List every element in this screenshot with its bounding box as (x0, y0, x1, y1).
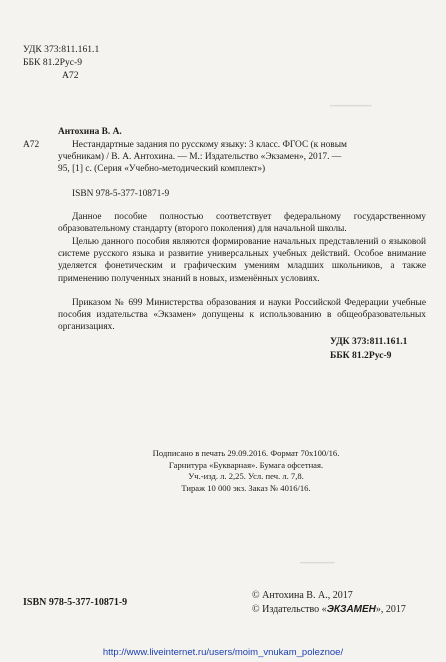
imprint-line: Уч.-изд. л. 2,25. Усл. печ. л. 7,8. (188, 471, 304, 482)
footer-isbn: ISBN 978-5-377-10871-9 (23, 597, 128, 608)
header-code: А72 (62, 70, 79, 81)
bib-code: А72 (23, 140, 40, 150)
watermark-url: http://www.liveinternet.ru/users/moim_vnukam_poleznoe/ (102, 647, 344, 658)
footer-bbk: ББК 81.2Рус-9 (330, 350, 392, 361)
bib-line: учебникам) / В. А. Антохина. — М.: Издательство «Экзамен», 2017. — (58, 152, 342, 162)
imprint-line: Гарнитура «Букварная». Бумага офсетная. (168, 459, 324, 470)
annotation-paragraph: Данное пособие полностью соответствует федеральному государственному образовательному стандарту (второго поколения) для начальной школы. (58, 212, 426, 235)
show-through-mark: ▁▁▁▁▁▁ (330, 96, 372, 106)
show-through-mark: ▁▁▁▁▁ (300, 553, 335, 563)
copyright-suffix: », 2017 (375, 604, 406, 615)
copyright-prefix: © Издательство « (252, 604, 327, 615)
copyright-publisher (252, 604, 406, 615)
bib-line: Нестандартные задания по русскому языку: 3 класс. ФГОС (к новым (72, 140, 347, 150)
author-heading: Антохина В. А. (58, 127, 122, 137)
header-bbk: ББК 81.2Рус-9 (23, 57, 82, 68)
imprint-line: Тираж 10 000 экз. Заказ № 4016/16. (181, 482, 311, 493)
bib-line: 95, [1] с. (Серия «Учебно-методический комплект») (58, 164, 266, 174)
publisher-brand: ЭКЗАМЕН (326, 604, 376, 615)
imprint-line: Подписано в печать 29.09.2016. Формат 70x100/16. (152, 448, 340, 458)
annotation-paragraph: Приказом № 699 Министерства образования и науки Российской Федерации учебные пособия издательства «Экзамен» допущены к использованию в общеобразовательных организациях. (58, 298, 426, 333)
bib-isbn: ISBN 978-5-377-10871-9 (72, 189, 170, 199)
annotation-paragraph: Целью данного пособия являются формирование начальных представлений о языковой системе русского языка и развитие универсальных учебных действий. Особое внимание уделяется фонетическим и графическим умениям младших школьников, а также применению полученных знаний в новых, изменённых условиях. (58, 237, 426, 284)
imprint-block (0, 448, 446, 494)
header-udk: УДК 373:811.161.1 (23, 44, 100, 55)
copyright-author: © Антохина В. А., 2017 (252, 590, 353, 601)
footer-udk: УДК 373:811.161.1 (330, 336, 408, 347)
